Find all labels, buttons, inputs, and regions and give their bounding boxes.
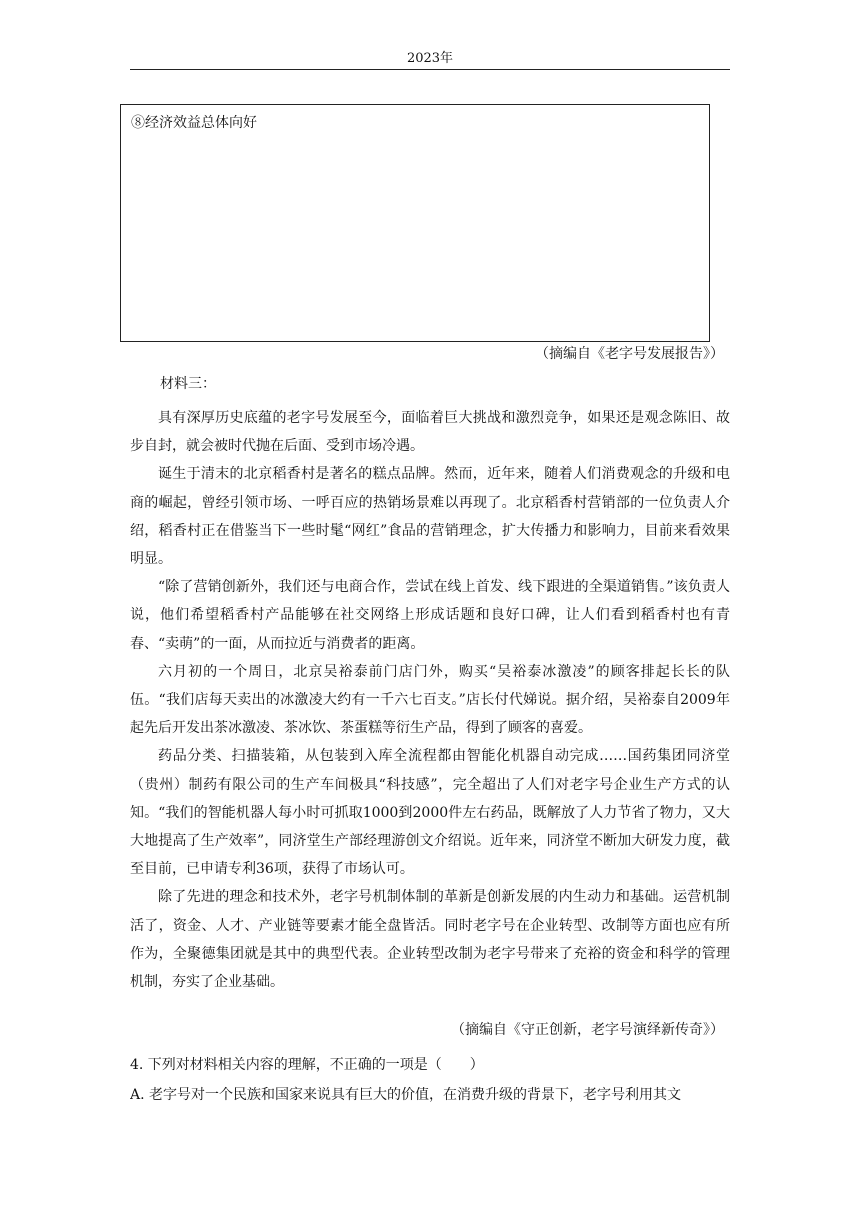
paragraph: 六月初的一个周日，北京吴裕泰前门店门外，购买“吴裕泰冰激凌”的顾客排起长长的队伍。“我们店每天卖出的冰激凌大约有一千六七百支。”店长付代娣说。据介绍，吴裕泰自2009年起先后开发出茶冰激凌、茶冰饮、茶蛋糕等衍生产品，得到了顾客的喜爱。 — [130, 663, 730, 737]
paragraph: 药品分类、扫描装箱，从包装到入库全流程都由智能化机器自动完成……国药集团同济堂（贵州）制药有限公司的生产车间极具“科技感”，完全超出了人们对老字号企业生产方式的认知。“我们的智能机器人每小时可抓取1000到2000件左右药品，既解放了人力节省了物力，又大大地提高了生产效率”，同济堂生产部经理游创文介绍说。近年来，同济堂不断加大研发力度，截至目前，已申请专利36项，获得了市场认可。 — [130, 748, 730, 878]
paragraph: 具有深厚历史底蕴的老字号发展至今，面临着巨大挑战和激烈竞争，如果还是观念陈旧、故步自封，就会被时代抛在后面、受到市场冷遇。 — [130, 410, 730, 455]
option-a: A. 老字号对一个民族和国家来说具有巨大的价值，在消费升级的背景下，老字号利用其文 — [130, 1087, 682, 1103]
article-body — [130, 404, 730, 996]
material-label: 材料三： — [160, 376, 216, 392]
figure-box-text: ⑧经济效益总体向好 — [131, 115, 257, 131]
paragraph: 诞生于清末的北京稻香村是著名的糕点品牌。然而，近年来，随着人们消费观念的升级和电商的崛起，曾经引领市场、一呼百应的热销场景难以再现了。北京稻香村营销部的一位负责人介绍，稻香村正在借鉴当下一些时髦“网红”食品的营销理念，扩大传播力和影响力，目前来看效果明显。 — [130, 466, 730, 568]
figure-box — [120, 104, 710, 342]
page-header: 2023年 — [406, 51, 454, 66]
header-divider — [130, 69, 730, 70]
source-citation-1: （摘编自《老字号发展报告》） — [535, 346, 724, 362]
source-citation-2: （摘编自《守正创新，老字号演绎新传奇》） — [451, 1022, 724, 1038]
paragraph: 除了先进的理念和技术外，老字号机制体制的革新是创新发展的内生动力和基础。运营机制活了，资金、人才、产业链等要素才能全盘皆活。同时老字号在企业转型、改制等方面也应有所作为，全聚德集团就是其中的典型代表。企业转型改制为老字号带来了充裕的资金和科学的管理机制，夯实了企业基础。 — [130, 889, 730, 991]
question-stem: 4. 下列对材料相关内容的理解，不正确的一项是（ ） — [130, 1057, 484, 1073]
paragraph: “除了营销创新外，我们还与电商合作，尝试在线上首发、线下跟进的全渠道销售。”该负责人说，他们希望稻香村产品能够在社交网络上形成话题和良好口碑，让人们看到稻香村也有青春、“卖萌”的一面，从而拉近与消费者的距离。 — [130, 579, 730, 652]
